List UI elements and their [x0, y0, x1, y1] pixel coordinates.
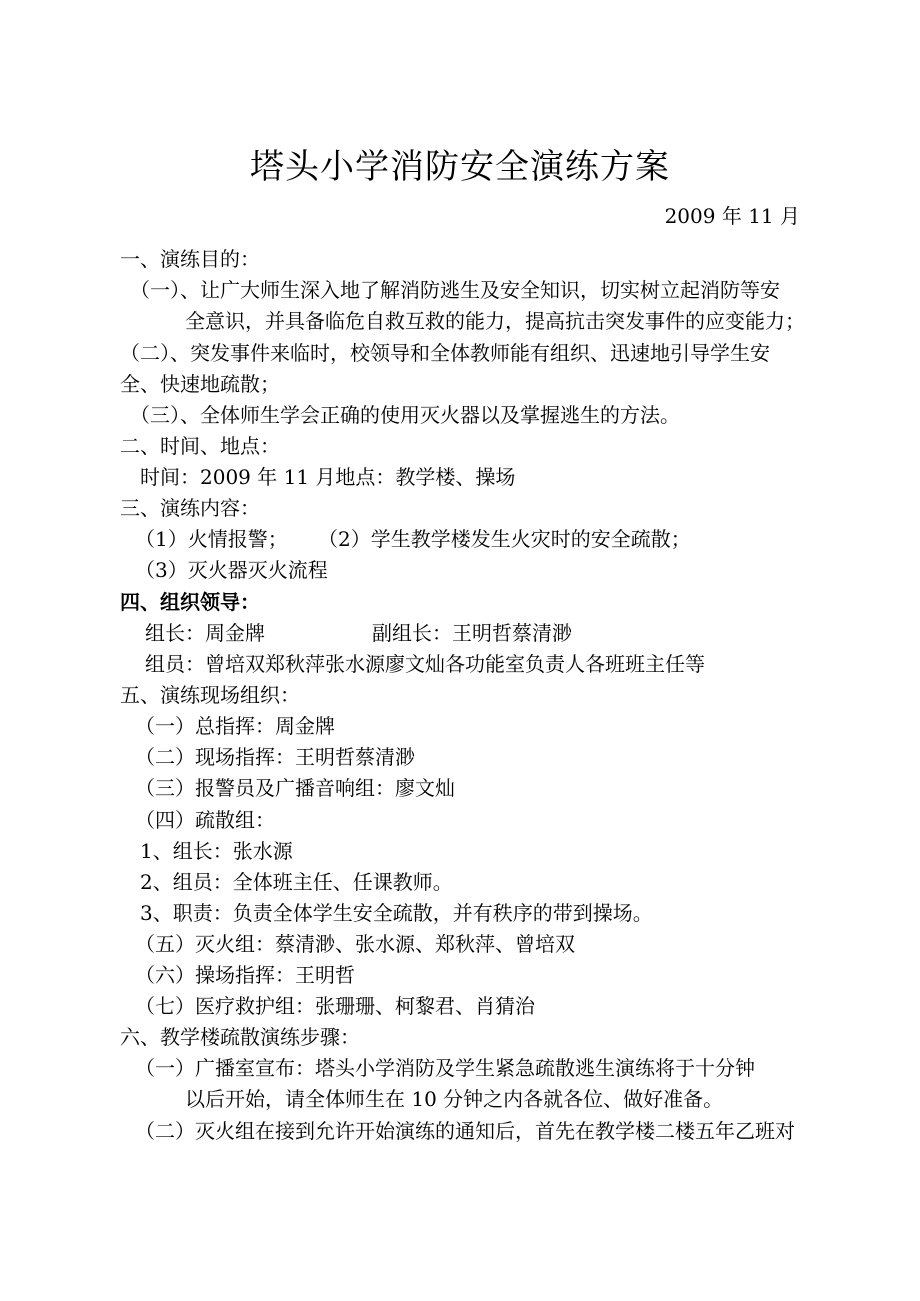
section-heading-content: 三、演练内容：: [120, 496, 260, 520]
section-heading-time-place: 二、时间、地点：: [120, 434, 280, 458]
content-item-2: （2）学生教学楼发生火灾时的安全疏散；: [318, 527, 691, 551]
purpose-item-2-line-1: （二）、突发事件来临时，校领导和全体教师能有组织、迅速地引导学生安: [120, 341, 770, 365]
site-item-4-sub-3: 3、职责：负责全体学生安全疏散，并有秩序的带到操场。: [140, 901, 653, 925]
section-heading-purpose: 一、演练目的：: [120, 247, 260, 271]
purpose-item-1-line-1: （一）、让广大师生深入地了解消防逃生及安全知识，切实树立起消防等安: [130, 278, 780, 302]
section-heading-site-organization: 五、演练现场组织：: [120, 683, 300, 707]
site-item-1: （一）总指挥：周金牌: [135, 714, 335, 738]
site-item-6: （六）操场指挥：王明哲: [135, 963, 355, 987]
site-item-7: （七）医疗救护组：张珊珊、柯黎君、肖猜治: [135, 994, 535, 1018]
content-item-1: （1）火情报警；: [135, 527, 288, 551]
site-item-4-sub-1: 1、组长：张水源: [140, 839, 293, 863]
members-text: 组员：曾培双郑秋萍张水源廖文灿各功能室负责人各班班主任等: [145, 652, 705, 676]
content-item-3: （3）灭火器灭火流程: [135, 558, 328, 582]
purpose-item-1-line-2: 全意识，并具备临危自救互救的能力，提高抗击突发事件的应变能力；: [185, 309, 805, 333]
purpose-item-2-line-2: 全、快速地疏散；: [120, 372, 280, 396]
site-item-5: （五）灭火组：蔡清渺、张水源、郑秋萍、曾培双: [135, 932, 575, 956]
evacuation-step-1-line-1: （一）广播室宣布：塔头小学消防及学生紧急疏散逃生演练将于十分钟: [135, 1056, 755, 1080]
site-item-3: （三）报警员及广播音响组：廖文灿: [135, 776, 455, 800]
leader-text: 组长：周金牌: [145, 621, 265, 645]
section-heading-evacuation-steps: 六、教学楼疏散演练步骤：: [120, 1025, 360, 1049]
evacuation-step-2-line-1: （二）灭火组在接到允许开始演练的通知后，首先在教学楼二楼五年乙班对: [135, 1119, 795, 1143]
document-date: 2009 年 11 月: [664, 204, 800, 228]
evacuation-step-1-line-2: 以后开始，请全体师生在 10 分钟之内各就各位、做好准备。: [185, 1087, 724, 1111]
time-place-text: 时间：2009 年 11 月地点：教学楼、操场: [140, 465, 516, 489]
site-item-2: （二）现场指挥：王明哲蔡清渺: [135, 745, 415, 769]
purpose-item-3: （三）、全体师生学会正确的使用灭火器以及掌握逃生的方法。: [130, 403, 680, 427]
site-item-4: （四）疏散组：: [135, 808, 275, 832]
site-item-4-sub-2: 2、组员：全体班主任、任课教师。: [140, 870, 453, 894]
document-title: 塔头小学消防安全演练方案: [250, 147, 670, 187]
deputy-leader-text: 副组长：王明哲蔡清渺: [372, 621, 572, 645]
section-heading-leadership: 四、组织领导：: [120, 590, 260, 614]
